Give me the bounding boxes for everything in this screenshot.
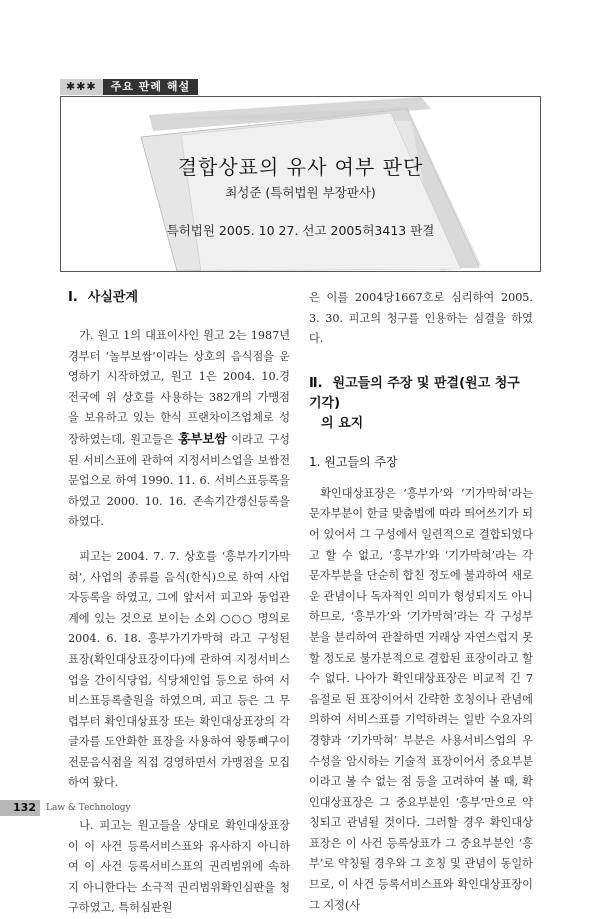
section-heading-number: Ⅱ. bbox=[309, 375, 323, 391]
paragraph bbox=[68, 326, 290, 533]
page-footer bbox=[0, 800, 600, 816]
sub-heading: 1. 원고들의 주장 bbox=[309, 454, 398, 469]
paragraph-text: 이라고 구성된 서비스표에 관하여 지정서비스업을 보쌈전문업으로 하여 1990. 11. 6. 서비스표등록을 하였고 2000. 10. 16. 존속기간갱신등록을 하였다. bbox=[68, 432, 290, 529]
page-number: 132 bbox=[0, 800, 40, 816]
section-heading-text-line2: 의 요지 bbox=[321, 415, 364, 431]
paragraph: 확인대상표장은 ‘흥부가’와 ‘기가막혀’라는 문자부분이 한글 맞춤법에 따라 띄어쓰기가 되어 있어서 그 구성에서 일련적으로 결합되었다고 할 수 없고, ‘흥부가’와 ‘기가막혀’라는 각 문자부분을 단순히 합친 정도에 불과하여 새로운 관념이나 독자적인 의미가 형성되지도 아니하므로, ‘흥부가’와 ‘기가막혀’라는 각 구성부분을 분리하여 관찰하면 거래상 자연스럽지 못할 정도로 불가분적으로 결합된 표장이라고 할 수 없다. 나아가 확인대상표장은 비교적 긴 7음절로 된 표장이어서 간략한 호칭이나 관념에 의하여 서비스표를 기억하려는 일반 수요자의 경향과 ‘기가막혀’ 부분은 사용서비스업의 우수성을 암시하는 기술적 표장이어서 중요부분이라고 볼 수 없는 점 등을 고려하여 볼 때, 확인대상표장은 그 중요부분인 ‘흥부’만으로 약칭되고 관념될 것이다. 그러할 경우 확인대상표장은 이 사건 등록상표가 그 중요부분인 ‘흥부’로 약칭될 경우와 그 호칭 및 관념이 동일하므로, 이 사건 등록서비스표와 확인대상표장이 그 지정(사 bbox=[309, 486, 533, 912]
left-column bbox=[68, 288, 290, 919]
section-tag-label: 주요 판례 해설 bbox=[103, 79, 198, 95]
section-heading-claims bbox=[309, 374, 533, 434]
section-heading-text: 사실관계 bbox=[87, 290, 139, 305]
journal-name: Law & Technology bbox=[46, 803, 131, 813]
article-title: 결합상표의 유사 여부 판단 bbox=[177, 155, 424, 179]
section-tag bbox=[60, 79, 198, 95]
title-box bbox=[60, 96, 541, 272]
paragraph: 나. 피고는 원고들을 상대로 확인대상표장이 이 사건 등록서비스표와 유사하지 아니하여 이 사건 등록서비스표의 권리범위에 속하지 아니한다는 소극적 권리범위확인심판을 청구하였고, 특허심판원 bbox=[68, 819, 290, 915]
section-heading-number: Ⅰ. bbox=[68, 290, 78, 305]
paragraph-text: 가. 원고 1의 대표이사인 원고 2는 1987년경부터 ‘놀부보쌈’이라는 상호의 음식점을 운영하기 시작하였고, 원고 1은 2004. 10.경 전국에 위 상호를 사용하는 382개의 가맹점을 보유하고 있는 한식 프랜차이즈업체로 성장하였는데, 원고들은 bbox=[68, 329, 290, 446]
section-tag-stars: ✱✱✱ bbox=[60, 79, 103, 95]
case-citation: 특허법원 2005. 10 27. 선고 2005허3413 판결 bbox=[166, 223, 435, 238]
article-author: 최성준 (특허법원 부장판사) bbox=[225, 185, 376, 200]
paragraph: 피고는 2004. 7. 7. 상호를 ‘흥부가기가막혀’, 사업의 종류를 음식(한식)으로 하여 사업자등록을 하였고, 그에 앞서서 피고와 동업관계에 있는 것으로 보이는 소외 ○○○ 명의로 2004. 6. 18. 흥부가기가막혀 라고 구성된 표장(확인대상표장이다)에 관하여 지정서비스업을 간이식당업, 식당체인업 등으로 하여 서비스표등록출원을 하였으며, 피고 등은 그 무렵부터 확인대상표장 또는 확인대상표장의 각 글자를 도안화한 표장을 사용하여 왕통뼈구이 전문음식점을 직접 경영하면서 가맹점을 모집하여 왔다. bbox=[68, 549, 290, 790]
service-mark-logo: 홍부보쌈 bbox=[178, 430, 227, 446]
section-heading-facts bbox=[68, 288, 290, 308]
paragraph: 은 이를 2004당1667호로 심리하여 2005. 3. 30. 피고의 청구를 인용하는 심결을 하였다. bbox=[309, 291, 533, 346]
right-column bbox=[309, 288, 533, 916]
section-heading-text: 원고들의 주장 및 판결(원고 청구 기각) bbox=[309, 375, 520, 411]
